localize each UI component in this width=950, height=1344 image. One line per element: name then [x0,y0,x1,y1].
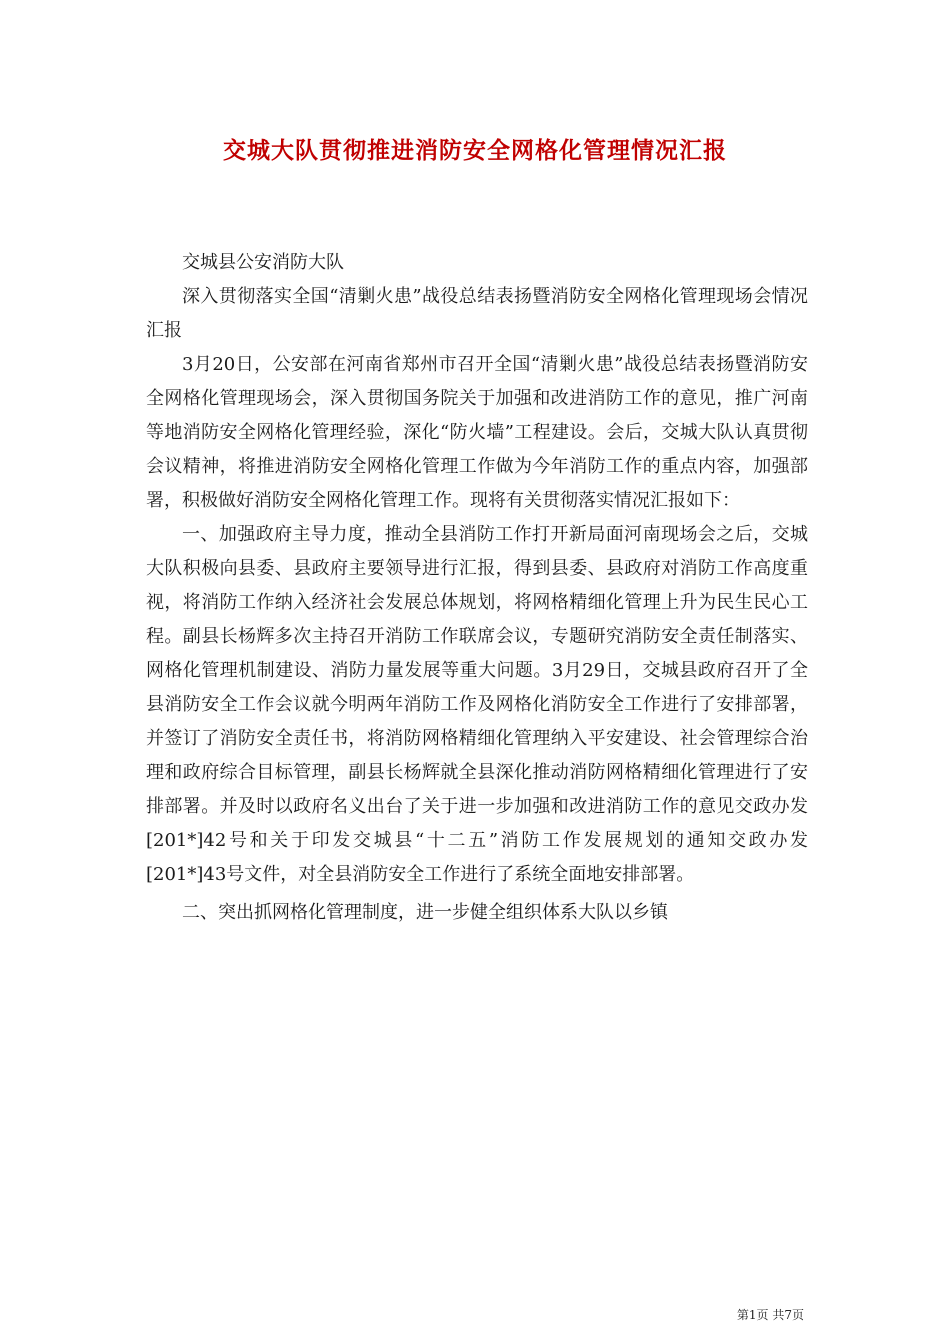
document-title: 交城大队贯彻推进消防安全网格化管理情况汇报 [223,137,727,164]
paragraph-subtitle: 深入贯彻落实全国“清剿火患”战役总结表扬暨消防安全网格化管理现场会情况汇报 [146,286,808,341]
paragraph-section-1: 一、加强政府主导力度，推动全县消防工作打开新局面河南现场会之后，交城大队积极向县委、县政府主要领导进行汇报，得到县委、县政府对消防工作高度重视，将消防工作纳入经济社会发展总体规划，将网格精细化管理上升为民生民心工程。副县长杨辉多次主持召开消防工作联席会议，专题研究消防安全责任制落实、网格化管理机制建设、消防力量发展等重大问题。3月29日，交城县政府召开了全县消防安全工作会议就今明两年消防工作及网格化消防安全工作进行了安排部署，并签订了消防安全责任书，将消防网格精细化管理纳入平安建设、社会管理综合治理和政府综合目标管理，副县长杨辉就全县深化推动消防网格精细化管理进行了安排部署。并及时以政府名义出台了关于进一步加强和改进消防工作的意见交政办发[201*]42号和关于印发交城县“十二五”消防工作发展规划的通知交政办发[201*]43号文件，对全县消防安全工作进行了系统全面地安排部署。 [146,524,808,885]
document-body [146,246,808,930]
paragraph-intro: 3月20日，公安部在河南省郑州市召开全国“清剿火患”战役总结表扬暨消防安全网格化管理现场会，深入贯彻国务院关于加强和改进消防工作的意见，推广河南等地消防安全网格化管理经验，深化“防火墙”工程建设。会后，交城大队认真贯彻会议精神，将推进消防安全网格化管理工作做为今年消防工作的重点内容，加强部署，积极做好消防安全网格化管理工作。现将有关贯彻落实情况汇报如下： [146,354,808,511]
paragraph-section-2: 二、突出抓网格化管理制度，进一步健全组织体系大队以乡镇 [182,902,668,923]
paragraph-author: 交城县公安消防大队 [182,252,344,273]
page-number: 第1页 共7页 [736,1308,804,1322]
